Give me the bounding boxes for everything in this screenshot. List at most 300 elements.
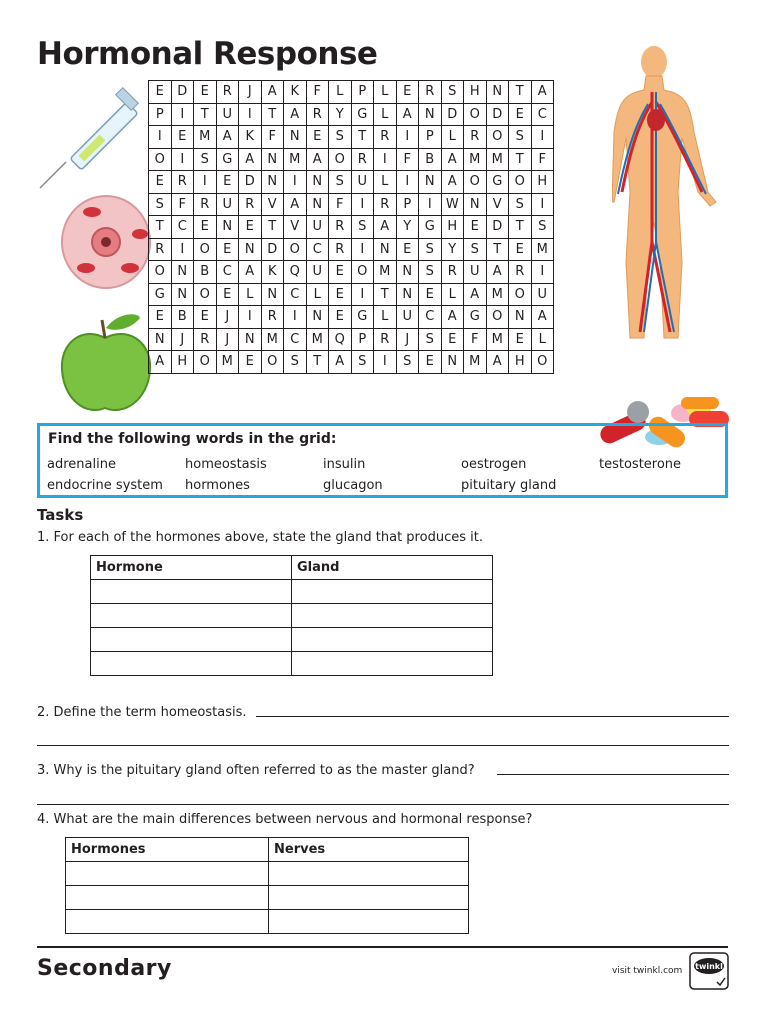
grid-letter[interactable]: G xyxy=(351,103,374,126)
grid-letter[interactable]: B xyxy=(419,148,442,171)
grid-row xyxy=(149,306,554,329)
grid-letter[interactable]: D xyxy=(486,216,509,239)
grid-row xyxy=(149,171,554,194)
grid-letter[interactable]: R xyxy=(149,238,172,261)
grid-letter[interactable]: B xyxy=(194,261,217,284)
table-row xyxy=(91,580,493,604)
question-2: 2. Define the term homeostasis. xyxy=(37,705,247,720)
page-title: Hormonal Response xyxy=(37,36,378,72)
grid-letter[interactable]: N xyxy=(441,351,464,374)
grid-letter[interactable]: F xyxy=(531,148,554,171)
grid-letter[interactable]: N xyxy=(464,193,487,216)
grid-letter[interactable]: S xyxy=(284,351,307,374)
grid-letter[interactable]: H xyxy=(464,81,487,104)
grid-letter[interactable]: L xyxy=(441,283,464,306)
grid-letter[interactable]: G xyxy=(149,283,172,306)
grid-letter[interactable]: C xyxy=(284,283,307,306)
grid-letter[interactable]: M xyxy=(216,351,239,374)
grid-letter[interactable]: T xyxy=(374,283,397,306)
word-list-heading: Find the following words in the grid: xyxy=(48,431,337,447)
grid-letter[interactable]: L xyxy=(374,103,397,126)
grid-letter[interactable]: E xyxy=(396,238,419,261)
grid-letter[interactable]: H xyxy=(441,216,464,239)
grid-letter[interactable]: E xyxy=(464,216,487,239)
grid-letter[interactable]: S xyxy=(396,351,419,374)
answer-cell[interactable] xyxy=(91,628,292,652)
grid-letter[interactable]: C xyxy=(216,261,239,284)
grid-letter[interactable]: M xyxy=(306,328,329,351)
grid-letter[interactable]: D xyxy=(441,103,464,126)
grid-letter[interactable]: K xyxy=(261,261,284,284)
grid-letter[interactable]: R xyxy=(261,306,284,329)
grid-letter[interactable]: I xyxy=(374,351,397,374)
grid-letter[interactable]: T xyxy=(509,148,532,171)
grid-letter[interactable]: O xyxy=(194,283,217,306)
grid-letter[interactable]: H xyxy=(171,351,194,374)
grid-letter[interactable]: O xyxy=(464,171,487,194)
grid-letter[interactable]: N xyxy=(396,261,419,284)
word-item: glucagon xyxy=(323,478,383,493)
grid-letter[interactable]: P xyxy=(351,328,374,351)
grid-letter[interactable]: I xyxy=(531,126,554,149)
grid-letter[interactable]: T xyxy=(509,216,532,239)
grid-letter[interactable]: S xyxy=(351,351,374,374)
answer-cell[interactable] xyxy=(292,652,493,676)
grid-row xyxy=(149,148,554,171)
grid-letter[interactable]: J xyxy=(216,328,239,351)
grid-letter[interactable]: E xyxy=(171,126,194,149)
grid-letter[interactable]: O xyxy=(194,351,217,374)
grid-letter[interactable]: O xyxy=(329,148,352,171)
grid-letter[interactable]: M xyxy=(464,351,487,374)
grid-letter[interactable]: I xyxy=(351,283,374,306)
grid-row xyxy=(149,328,554,351)
grid-letter[interactable]: T xyxy=(261,216,284,239)
grid-letter[interactable]: A xyxy=(284,103,307,126)
footer-divider xyxy=(37,946,728,948)
grid-letter[interactable]: I xyxy=(351,238,374,261)
grid-letter[interactable]: F xyxy=(464,328,487,351)
grid-letter[interactable]: R xyxy=(419,81,442,104)
grid-letter[interactable]: S xyxy=(441,81,464,104)
grid-letter[interactable]: N xyxy=(149,328,172,351)
grid-letter[interactable]: E xyxy=(194,216,217,239)
word-item: homeostasis xyxy=(185,457,267,472)
word-item: adrenaline xyxy=(47,457,116,472)
grid-letter[interactable]: T xyxy=(509,81,532,104)
grid-letter[interactable]: N xyxy=(396,283,419,306)
grid-letter[interactable]: E xyxy=(419,283,442,306)
grid-letter[interactable]: M xyxy=(486,148,509,171)
grid-letter[interactable]: U xyxy=(396,306,419,329)
grid-letter[interactable]: G xyxy=(351,306,374,329)
grid-letter[interactable]: E xyxy=(329,283,352,306)
grid-letter[interactable]: C xyxy=(171,216,194,239)
grid-row xyxy=(149,81,554,104)
grid-letter[interactable]: T xyxy=(194,103,217,126)
grid-letter[interactable]: A xyxy=(306,148,329,171)
grid-letter[interactable]: R xyxy=(171,171,194,194)
grid-letter[interactable]: K xyxy=(239,126,262,149)
grid-letter[interactable]: P xyxy=(419,126,442,149)
grid-letter[interactable]: L xyxy=(531,328,554,351)
grid-letter[interactable]: Q xyxy=(284,261,307,284)
grid-letter[interactable]: A xyxy=(441,171,464,194)
grid-row xyxy=(149,261,554,284)
grid-letter[interactable]: G xyxy=(419,216,442,239)
grid-letter[interactable]: I xyxy=(531,193,554,216)
answer-line[interactable] xyxy=(37,804,729,805)
grid-letter[interactable]: I xyxy=(171,103,194,126)
table-row xyxy=(91,604,493,628)
grid-letter[interactable]: A xyxy=(284,193,307,216)
twinkl-quality-badge-icon xyxy=(689,952,729,990)
grid-letter[interactable]: S xyxy=(419,238,442,261)
grid-letter[interactable]: G xyxy=(464,306,487,329)
tasks-heading: Tasks xyxy=(37,506,84,524)
grid-letter[interactable]: U xyxy=(306,261,329,284)
grid-letter[interactable]: N xyxy=(419,171,442,194)
word-item: pituitary gland xyxy=(461,478,557,493)
grid-letter[interactable]: H xyxy=(509,351,532,374)
grid-letter[interactable]: J xyxy=(216,306,239,329)
grid-letter[interactable]: S xyxy=(194,148,217,171)
grid-letter[interactable]: O xyxy=(509,171,532,194)
grid-letter[interactable]: I xyxy=(239,306,262,329)
word-list-box xyxy=(37,423,728,498)
grid-row xyxy=(149,351,554,374)
grid-letter[interactable]: R xyxy=(306,103,329,126)
grid-letter[interactable]: U xyxy=(464,261,487,284)
grid-letter[interactable]: N xyxy=(216,216,239,239)
grid-letter[interactable]: M xyxy=(464,148,487,171)
grid-letter[interactable]: I xyxy=(194,171,217,194)
grid-letter[interactable]: C xyxy=(284,328,307,351)
grid-letter[interactable]: O xyxy=(194,238,217,261)
grid-letter[interactable]: I xyxy=(284,306,307,329)
grid-letter[interactable]: T xyxy=(261,103,284,126)
table-row xyxy=(91,628,493,652)
question-4: 4. What are the main differences between nervous and hormonal response? xyxy=(37,812,533,827)
word-item: endocrine system xyxy=(47,478,163,493)
grid-letter[interactable]: S xyxy=(419,261,442,284)
grid-letter[interactable]: E xyxy=(306,126,329,149)
grid-row xyxy=(149,238,554,261)
table-row xyxy=(66,886,469,910)
grid-letter[interactable]: L xyxy=(441,126,464,149)
grid-letter[interactable]: L xyxy=(306,283,329,306)
grid-letter[interactable]: I xyxy=(149,126,172,149)
grid-letter[interactable]: A xyxy=(216,126,239,149)
grid-letter[interactable]: R xyxy=(441,261,464,284)
grid-letter[interactable]: S xyxy=(509,126,532,149)
grid-letter[interactable]: R xyxy=(194,193,217,216)
grid-letter[interactable]: V xyxy=(486,193,509,216)
answer-line[interactable] xyxy=(37,745,729,746)
word-item: hormones xyxy=(185,478,250,493)
grid-letter[interactable]: N xyxy=(306,306,329,329)
table-header-hormones: Hormones xyxy=(66,838,269,862)
grid-letter[interactable]: N xyxy=(171,261,194,284)
grid-letter[interactable]: E xyxy=(239,216,262,239)
grid-letter[interactable]: J xyxy=(171,328,194,351)
grid-letter[interactable]: I xyxy=(419,193,442,216)
grid-letter[interactable]: R xyxy=(216,81,239,104)
grid-letter[interactable]: O xyxy=(531,351,554,374)
grid-letter[interactable]: R xyxy=(374,193,397,216)
grid-letter[interactable]: E xyxy=(216,171,239,194)
grid-letter[interactable]: T xyxy=(351,126,374,149)
grid-letter[interactable]: V xyxy=(284,216,307,239)
hormones-nerves-table xyxy=(65,837,469,934)
grid-letter[interactable]: O xyxy=(149,148,172,171)
grid-letter[interactable]: E xyxy=(149,171,172,194)
answer-cell[interactable] xyxy=(292,580,493,604)
grid-letter[interactable]: E xyxy=(509,328,532,351)
grid-letter[interactable]: Y xyxy=(441,238,464,261)
grid-letter[interactable]: I xyxy=(374,148,397,171)
table-header-hormone: Hormone xyxy=(91,556,292,580)
answer-cell[interactable] xyxy=(66,886,269,910)
table-row xyxy=(91,652,493,676)
answer-cell[interactable] xyxy=(91,580,292,604)
grid-letter[interactable]: E xyxy=(509,103,532,126)
visit-link[interactable]: visit twinkl.com xyxy=(612,966,683,976)
grid-letter[interactable]: E xyxy=(216,283,239,306)
grid-letter[interactable]: S xyxy=(329,171,352,194)
grid-letter[interactable]: L xyxy=(374,81,397,104)
grid-letter[interactable]: T xyxy=(149,216,172,239)
grid-letter[interactable]: R xyxy=(329,216,352,239)
grid-letter[interactable]: C xyxy=(531,103,554,126)
grid-letter[interactable]: R xyxy=(509,261,532,284)
grid-letter[interactable]: T xyxy=(486,238,509,261)
grid-letter[interactable]: A xyxy=(329,351,352,374)
answer-cell[interactable] xyxy=(269,862,469,886)
grid-letter[interactable]: N xyxy=(261,171,284,194)
grid-letter[interactable]: S xyxy=(419,328,442,351)
grid-letter[interactable]: Y xyxy=(329,103,352,126)
grid-letter[interactable]: A xyxy=(149,351,172,374)
grid-letter[interactable]: E xyxy=(329,306,352,329)
grid-letter[interactable]: N xyxy=(171,283,194,306)
grid-letter[interactable]: D xyxy=(261,238,284,261)
grid-letter[interactable]: O xyxy=(284,238,307,261)
grid-letter[interactable]: D xyxy=(486,103,509,126)
grid-letter[interactable]: H xyxy=(531,171,554,194)
grid-letter[interactable]: A xyxy=(464,283,487,306)
grid-letter[interactable]: F xyxy=(396,148,419,171)
grid-row xyxy=(149,103,554,126)
grid-letter[interactable]: F xyxy=(329,193,352,216)
grid-letter[interactable]: N xyxy=(284,126,307,149)
answer-line[interactable] xyxy=(256,716,729,717)
grid-letter[interactable]: U xyxy=(306,216,329,239)
question-1: 1. For each of the hormones above, state the gland that produces it. xyxy=(37,530,483,545)
level-label: Secondary xyxy=(37,956,172,981)
grid-letter[interactable]: N xyxy=(306,193,329,216)
svg-text:twinkl: twinkl xyxy=(695,962,723,971)
grid-letter[interactable]: A xyxy=(374,216,397,239)
answer-cell[interactable] xyxy=(292,628,493,652)
grid-letter[interactable]: N xyxy=(261,283,284,306)
grid-letter[interactable]: J xyxy=(396,328,419,351)
grid-letter[interactable]: E xyxy=(149,81,172,104)
grid-row xyxy=(149,283,554,306)
table-header-nerves: Nerves xyxy=(269,838,469,862)
grid-letter[interactable]: A xyxy=(531,306,554,329)
grid-row xyxy=(149,126,554,149)
grid-letter[interactable]: G xyxy=(486,171,509,194)
grid-letter[interactable]: U xyxy=(531,283,554,306)
grid-letter[interactable]: R xyxy=(374,328,397,351)
grid-letter[interactable]: M xyxy=(284,148,307,171)
answer-cell[interactable] xyxy=(269,886,469,910)
grid-letter[interactable]: A xyxy=(239,148,262,171)
grid-letter[interactable]: V xyxy=(261,193,284,216)
grid-letter[interactable]: Q xyxy=(329,328,352,351)
grid-letter[interactable]: L xyxy=(374,171,397,194)
grid-letter[interactable]: M xyxy=(374,261,397,284)
grid-row xyxy=(149,193,554,216)
grid-letter[interactable]: E xyxy=(239,351,262,374)
grid-letter[interactable]: O xyxy=(486,126,509,149)
grid-letter[interactable]: A xyxy=(486,261,509,284)
answer-cell[interactable] xyxy=(66,910,269,934)
grid-letter[interactable]: J xyxy=(239,81,262,104)
grid-letter[interactable]: I xyxy=(531,261,554,284)
answer-cell[interactable] xyxy=(269,910,469,934)
grid-letter[interactable]: S xyxy=(509,193,532,216)
grid-letter[interactable]: L xyxy=(239,283,262,306)
grid-letter[interactable]: O xyxy=(351,261,374,284)
grid-letter[interactable]: A xyxy=(441,148,464,171)
answer-cell[interactable] xyxy=(91,604,292,628)
grid-letter[interactable]: S xyxy=(531,216,554,239)
grid-letter[interactable]: F xyxy=(171,193,194,216)
grid-letter[interactable]: R xyxy=(194,328,217,351)
grid-letter[interactable]: K xyxy=(284,81,307,104)
grid-letter[interactable]: Y xyxy=(396,216,419,239)
grid-letter[interactable]: E xyxy=(194,81,217,104)
grid-letter[interactable]: A xyxy=(396,103,419,126)
grid-letter[interactable]: P xyxy=(351,81,374,104)
grid-letter[interactable]: A xyxy=(441,306,464,329)
grid-letter[interactable]: L xyxy=(329,81,352,104)
grid-letter[interactable]: S xyxy=(351,216,374,239)
grid-letter[interactable]: A xyxy=(486,351,509,374)
grid-letter[interactable]: R xyxy=(374,126,397,149)
blood-cell-image xyxy=(58,192,153,292)
grid-letter[interactable]: I xyxy=(396,126,419,149)
grid-letter[interactable]: P xyxy=(396,193,419,216)
grid-letter[interactable]: E xyxy=(419,351,442,374)
grid-letter[interactable]: E xyxy=(509,238,532,261)
word-item: insulin xyxy=(323,457,366,472)
answer-cell[interactable] xyxy=(91,652,292,676)
grid-letter[interactable]: M xyxy=(194,126,217,149)
grid-letter[interactable]: N xyxy=(261,148,284,171)
grid-letter[interactable]: R xyxy=(239,193,262,216)
grid-letter[interactable]: S xyxy=(464,238,487,261)
grid-letter[interactable]: O xyxy=(486,306,509,329)
grid-letter[interactable]: N xyxy=(419,103,442,126)
grid-letter[interactable]: W xyxy=(441,193,464,216)
grid-letter[interactable]: N xyxy=(306,171,329,194)
grid-letter[interactable]: M xyxy=(261,328,284,351)
grid-letter[interactable]: N xyxy=(239,238,262,261)
grid-letter[interactable]: N xyxy=(509,306,532,329)
grid-letter[interactable]: O xyxy=(149,261,172,284)
answer-cell[interactable] xyxy=(292,604,493,628)
grid-letter[interactable]: E xyxy=(194,306,217,329)
grid-letter[interactable]: F xyxy=(261,126,284,149)
grid-letter[interactable]: O xyxy=(509,283,532,306)
grid-letter[interactable]: A xyxy=(531,81,554,104)
grid-letter[interactable]: U xyxy=(216,193,239,216)
grid-letter[interactable]: D xyxy=(171,81,194,104)
grid-letter[interactable]: M xyxy=(531,238,554,261)
grid-letter[interactable]: C xyxy=(419,306,442,329)
grid-letter[interactable]: B xyxy=(171,306,194,329)
grid-letter[interactable]: E xyxy=(441,328,464,351)
grid-letter[interactable]: U xyxy=(351,171,374,194)
human-circulatory-image xyxy=(612,42,737,342)
grid-letter[interactable]: O xyxy=(464,103,487,126)
grid-letter[interactable]: E xyxy=(149,306,172,329)
grid-letter[interactable]: A xyxy=(261,81,284,104)
grid-letter[interactable]: I xyxy=(351,193,374,216)
grid-letter[interactable]: E xyxy=(216,238,239,261)
answer-cell[interactable] xyxy=(66,862,269,886)
grid-letter[interactable]: I xyxy=(239,103,262,126)
grid-letter[interactable]: I xyxy=(396,171,419,194)
grid-letter[interactable]: O xyxy=(261,351,284,374)
grid-letter[interactable]: R xyxy=(464,126,487,149)
grid-letter[interactable]: C xyxy=(306,238,329,261)
grid-letter[interactable]: E xyxy=(329,261,352,284)
table-header-gland: Gland xyxy=(292,556,493,580)
hormone-gland-table xyxy=(90,555,493,676)
grid-letter[interactable]: F xyxy=(306,81,329,104)
question-3: 3. Why is the pituitary gland often referred to as the master gland? xyxy=(37,763,475,778)
grid-letter[interactable]: A xyxy=(239,261,262,284)
table-row xyxy=(66,910,469,934)
grid-letter[interactable]: R xyxy=(329,238,352,261)
grid-letter[interactable]: M xyxy=(486,283,509,306)
table-row xyxy=(66,862,469,886)
grid-letter[interactable]: N xyxy=(374,238,397,261)
grid-letter[interactable]: I xyxy=(284,171,307,194)
grid-letter[interactable]: D xyxy=(239,171,262,194)
grid-letter[interactable]: G xyxy=(216,148,239,171)
answer-line[interactable] xyxy=(497,774,729,775)
grid-letter[interactable]: T xyxy=(306,351,329,374)
word-item: testosterone xyxy=(599,457,682,472)
grid-letter[interactable]: I xyxy=(171,238,194,261)
grid-letter[interactable]: S xyxy=(329,126,352,149)
grid-letter[interactable]: N xyxy=(486,81,509,104)
grid-letter[interactable]: N xyxy=(239,328,262,351)
grid-letter[interactable]: R xyxy=(351,148,374,171)
grid-letter[interactable]: I xyxy=(171,148,194,171)
grid-letter[interactable]: U xyxy=(216,103,239,126)
grid-letter[interactable]: L xyxy=(374,306,397,329)
grid-letter[interactable]: P xyxy=(149,103,172,126)
grid-letter[interactable]: E xyxy=(396,81,419,104)
grid-letter[interactable]: M xyxy=(486,328,509,351)
grid-letter[interactable]: S xyxy=(149,193,172,216)
